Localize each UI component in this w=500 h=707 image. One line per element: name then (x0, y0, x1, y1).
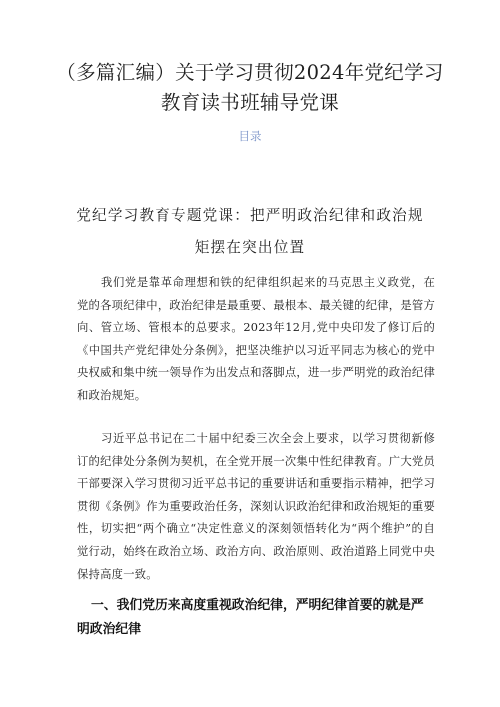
document-title: （多篇汇编）关于学习贯彻2024年党纪学习教育读书班辅导党课 (56, 61, 444, 114)
heading-level-one: 一、我们党历来高度重视政治纪律，严明纪律首要的就是严明政治纪律 (77, 598, 424, 637)
section-title: 党纪学习教育专题党课：把严明政治纪律和政治规矩摆在突出位置 (76, 207, 424, 256)
body-paragraph-1: 我们党是靠革命理想和铁的纪律组织起来的马克思主义政党，在党的各项纪律中，政治纪律是最重要、最根本、最关键的纪律，是管方向、管立场、管根本的总要求。2023年12月,党中央印发了修订后的《中国共产党纪律处分条例》，把坚决维护以习近平同志为核心的党中央权威和集中统一领导作为出发点和落脚点，进一步严明党的政治纪律和政治规矩。 (77, 276, 435, 402)
table-of-contents-link[interactable]: 目录 (238, 129, 262, 143)
body-paragraph-2: 习近平总书记在二十届中纪委三次全会上要求，以学习贯彻新修订的纪律处分条例为契机，在全党开展一次集中性纪律教育。广大党员干部要深入学习贯彻习近平总书记的重要讲话和重要指示精神，把学习贯彻《条例》作为重要政治任务，深刻认识政治纪律和政治规矩的重要性，切实把“两个确立“决定性意义的深刻领悟转化为“两个维护”的自觉行动，始终在政治立场、政治方向、政治原则、政治道路上同党中央保持高度一致。 (77, 432, 435, 581)
